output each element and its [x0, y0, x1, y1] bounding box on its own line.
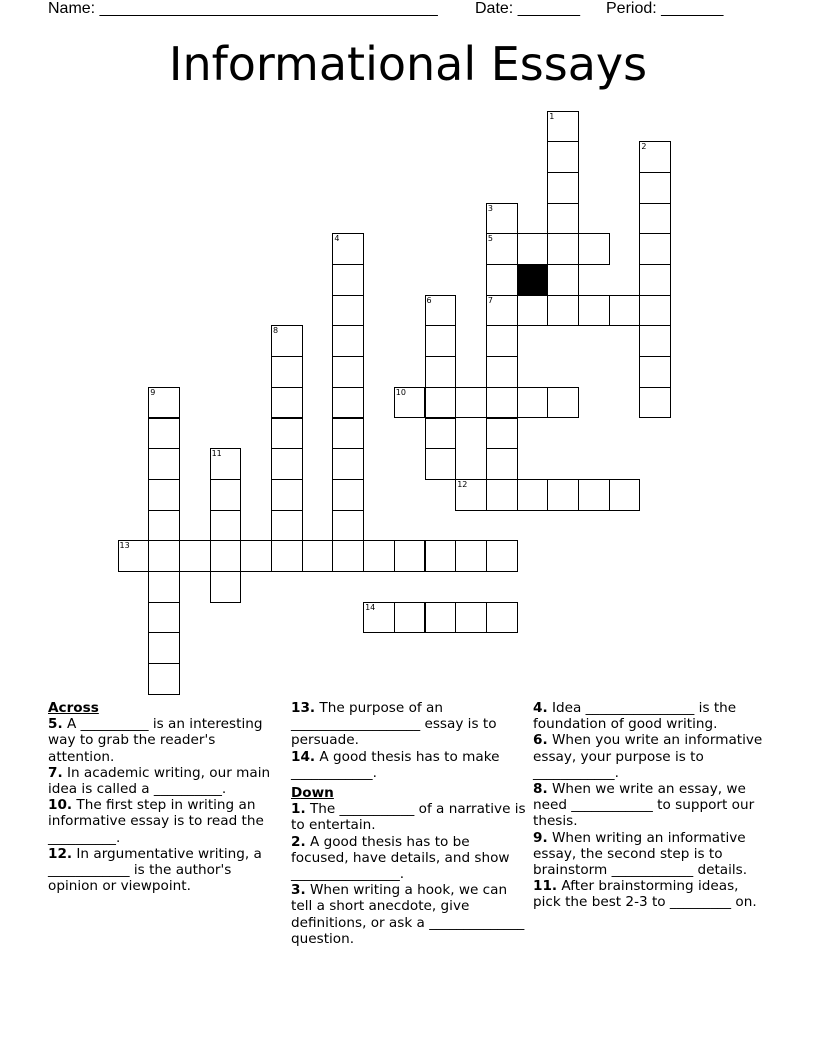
- grid-cell[interactable]: [425, 356, 457, 388]
- clue-number: 6.: [533, 732, 548, 749]
- grid-cell[interactable]: [547, 387, 579, 419]
- grid-cell[interactable]: [547, 264, 579, 296]
- date-field[interactable]: Date: _______: [475, 0, 580, 17]
- clue-number-label: 1: [549, 111, 555, 121]
- clue-number-label: 6: [426, 295, 432, 305]
- grid-cell[interactable]: [578, 479, 610, 511]
- down-clue-list-continued: [533, 700, 769, 911]
- grid-cell[interactable]: [486, 448, 518, 480]
- grid-cell[interactable]: [639, 356, 671, 388]
- grid-cell[interactable]: [271, 448, 303, 480]
- grid-cell[interactable]: [639, 233, 671, 265]
- clue-number-label: 8: [273, 326, 279, 336]
- grid-cell[interactable]: [517, 233, 549, 265]
- grid-cell[interactable]: [547, 141, 579, 173]
- grid-cell[interactable]: [148, 632, 180, 664]
- grid-cell[interactable]: [118, 540, 150, 572]
- grid-cell[interactable]: [517, 295, 549, 327]
- grid-cell[interactable]: [148, 602, 180, 634]
- clue-text: The purpose of an ___________________ essay is to persuade.: [291, 700, 497, 749]
- clue-text: After brainstorming ideas, pick the best 2-3 to _________ on.: [533, 878, 757, 911]
- clue-across-13: [291, 700, 527, 749]
- grid-cell[interactable]: [425, 418, 457, 450]
- clue-text: In argumentative writing, a ____________ is the author's opinion or viewpoint.: [48, 845, 262, 895]
- grid-cell[interactable]: [210, 510, 242, 542]
- grid-cell[interactable]: [486, 479, 518, 511]
- grid-cell[interactable]: [609, 295, 641, 327]
- clue-down-8: [533, 781, 769, 830]
- grid-cell[interactable]: [148, 571, 180, 603]
- grid-cell[interactable]: [486, 264, 518, 296]
- grid-cell[interactable]: [394, 387, 426, 419]
- across-clue-list-continued: [291, 700, 527, 781]
- clue-number-label: 9: [150, 387, 156, 397]
- clues-column-1: [48, 700, 280, 894]
- grid-cell[interactable]: [578, 295, 610, 327]
- grid-cell[interactable]: [148, 418, 180, 450]
- grid-cell[interactable]: [148, 479, 180, 511]
- clue-across-12: [48, 846, 280, 895]
- clue-text: When writing an informative essay, the second step is to brainstorm ____________ details.: [533, 829, 748, 879]
- down-heading: Down: [291, 785, 334, 802]
- grid-cell[interactable]: [332, 233, 364, 265]
- period-field[interactable]: Period: _______: [606, 0, 724, 17]
- grid-cell[interactable]: [455, 387, 487, 419]
- grid-cell[interactable]: [179, 540, 211, 572]
- clue-across-14: [291, 749, 527, 781]
- grid-cell[interactable]: [302, 540, 334, 572]
- grid-cell[interactable]: [486, 418, 518, 450]
- grid-cell[interactable]: [517, 387, 549, 419]
- clue-number: 1.: [291, 801, 306, 818]
- clue-number: 14.: [291, 748, 316, 765]
- clue-number-label: 10: [395, 387, 406, 397]
- clue-text: A __________ is an interesting way to grab the reader's attention.: [48, 716, 263, 765]
- grid-cell[interactable]: [271, 325, 303, 357]
- grid-cell[interactable]: [639, 141, 671, 173]
- grid-cell[interactable]: [271, 356, 303, 388]
- clue-number: 13.: [291, 700, 316, 716]
- clue-across-7: [48, 765, 280, 797]
- grid-cell[interactable]: [486, 387, 518, 419]
- clues-column-3: [533, 700, 769, 911]
- grid-cell[interactable]: [394, 602, 426, 634]
- grid-cell[interactable]: [148, 540, 180, 572]
- grid-cell[interactable]: [363, 602, 395, 634]
- grid-cell[interactable]: [425, 325, 457, 357]
- clue-number-label: 2: [641, 142, 647, 152]
- clue-number: 11.: [533, 878, 558, 895]
- grid-cell[interactable]: [332, 510, 364, 542]
- grid-cell[interactable]: [148, 510, 180, 542]
- grid-cell[interactable]: [455, 602, 487, 634]
- clue-down-6: [533, 732, 769, 781]
- grid-cell[interactable]: [394, 540, 426, 572]
- grid-cell[interactable]: [547, 233, 579, 265]
- clues-column-2: [291, 700, 527, 947]
- clue-number-label: 12: [457, 479, 468, 489]
- grid-cell[interactable]: [486, 356, 518, 388]
- clue-down-11: [533, 878, 769, 910]
- page-title: Informational Essays: [168, 37, 648, 91]
- across-heading: Across: [48, 700, 99, 716]
- clue-down-3: [291, 882, 527, 947]
- clue-text: A good thesis has to make ____________.: [291, 748, 500, 781]
- grid-cell[interactable]: [639, 295, 671, 327]
- grid-cell[interactable]: [486, 325, 518, 357]
- grid-cell[interactable]: [425, 448, 457, 480]
- grid-cell[interactable]: [486, 233, 518, 265]
- grid-cell[interactable]: [639, 172, 671, 204]
- clue-across-10: [48, 797, 280, 846]
- grid-cell[interactable]: [363, 540, 395, 572]
- grid-cell[interactable]: [148, 387, 180, 419]
- grid-cell[interactable]: [455, 540, 487, 572]
- clue-number: 8.: [533, 781, 548, 798]
- grid-cell[interactable]: [332, 479, 364, 511]
- grid-cell[interactable]: [425, 295, 457, 327]
- grid-cell[interactable]: [332, 418, 364, 450]
- grid-cell[interactable]: [271, 418, 303, 450]
- clue-number-label: 4: [334, 234, 340, 244]
- grid-cell[interactable]: [455, 479, 487, 511]
- grid-cell[interactable]: [639, 387, 671, 419]
- grid-cell[interactable]: [425, 540, 457, 572]
- grid-cell[interactable]: [486, 540, 518, 572]
- grid-cell[interactable]: [210, 540, 242, 572]
- grid-cell[interactable]: [332, 540, 364, 572]
- grid-cell[interactable]: [271, 479, 303, 511]
- clue-text: A good thesis has to be focused, have details, and show ________________.: [291, 833, 510, 883]
- student-info-header: [48, 0, 768, 22]
- grid-cell[interactable]: [332, 325, 364, 357]
- grid-cell[interactable]: [639, 264, 671, 296]
- clue-text: The first step in writing an informative essay is to read the __________.: [48, 797, 264, 846]
- name-field[interactable]: Name: ______________________________________: [48, 0, 438, 17]
- clue-down-9: [533, 830, 769, 879]
- clue-number: 7.: [48, 764, 63, 781]
- grid-cell[interactable]: [210, 448, 242, 480]
- down-clue-list: [291, 801, 527, 947]
- across-clue-list: [48, 716, 280, 894]
- grid-cell[interactable]: [425, 387, 457, 419]
- grid-cell[interactable]: [332, 295, 364, 327]
- grid-cell[interactable]: [148, 448, 180, 480]
- grid-cell[interactable]: [486, 602, 518, 634]
- clue-number: 3.: [291, 882, 306, 899]
- grid-cell[interactable]: [486, 203, 518, 235]
- grid-cell[interactable]: [271, 540, 303, 572]
- grid-cell[interactable]: [210, 479, 242, 511]
- clue-number-label: 5: [487, 234, 493, 244]
- grid-cell[interactable]: [486, 295, 518, 327]
- clue-text: In academic writing, our main idea is called a __________.: [48, 764, 271, 798]
- grid-cell[interactable]: [547, 295, 579, 327]
- clue-number-label: 11: [211, 449, 222, 459]
- grid-cell[interactable]: [609, 479, 641, 511]
- grid-cell[interactable]: [332, 356, 364, 388]
- grid-cell[interactable]: [578, 233, 610, 265]
- grid-cell[interactable]: [148, 663, 180, 695]
- grid-cell[interactable]: [271, 510, 303, 542]
- clue-number-label: 14: [365, 602, 376, 612]
- clue-number: 2.: [291, 833, 306, 850]
- grid-cell[interactable]: [332, 448, 364, 480]
- grid-block-cell: [517, 264, 549, 296]
- clue-text: When we write an essay, we need ____________ to support our thesis.: [533, 781, 755, 830]
- clue-down-2: [291, 834, 527, 883]
- clue-number-label: 13: [119, 541, 130, 551]
- grid-cell[interactable]: [639, 203, 671, 235]
- grid-cell[interactable]: [547, 172, 579, 204]
- clue-text: Idea ________________ is the foundation of good writing.: [533, 700, 737, 733]
- clue-down-1: [291, 801, 527, 833]
- grid-cell[interactable]: [547, 203, 579, 235]
- grid-cell[interactable]: [517, 479, 549, 511]
- clue-number-label: 7: [487, 295, 493, 305]
- clue-down-4: [533, 700, 769, 732]
- grid-cell[interactable]: [240, 540, 272, 572]
- clue-number: 10.: [48, 797, 73, 814]
- grid-cell[interactable]: [425, 602, 457, 634]
- clue-text: When writing a hook, we can tell a short anecdote, give definitions, or ask a ______________ question.: [291, 882, 525, 947]
- clue-text: The ___________ of a narrative is to entertain.: [291, 801, 526, 834]
- clue-number: 12.: [48, 845, 73, 862]
- clue-number-label: 3: [487, 203, 493, 213]
- clue-number: 5.: [48, 716, 63, 733]
- grid-cell[interactable]: [210, 571, 242, 603]
- grid-cell[interactable]: [332, 264, 364, 296]
- grid-cell[interactable]: [271, 387, 303, 419]
- grid-cell[interactable]: [639, 325, 671, 357]
- clue-across-5: [48, 716, 280, 765]
- grid-cell[interactable]: [547, 479, 579, 511]
- grid-cell[interactable]: [332, 387, 364, 419]
- clue-number: 4.: [533, 700, 548, 716]
- grid-cell[interactable]: [547, 111, 579, 143]
- clue-text: When you write an informative essay, your purpose is to ____________.: [533, 732, 763, 781]
- clue-number: 9.: [533, 829, 548, 846]
